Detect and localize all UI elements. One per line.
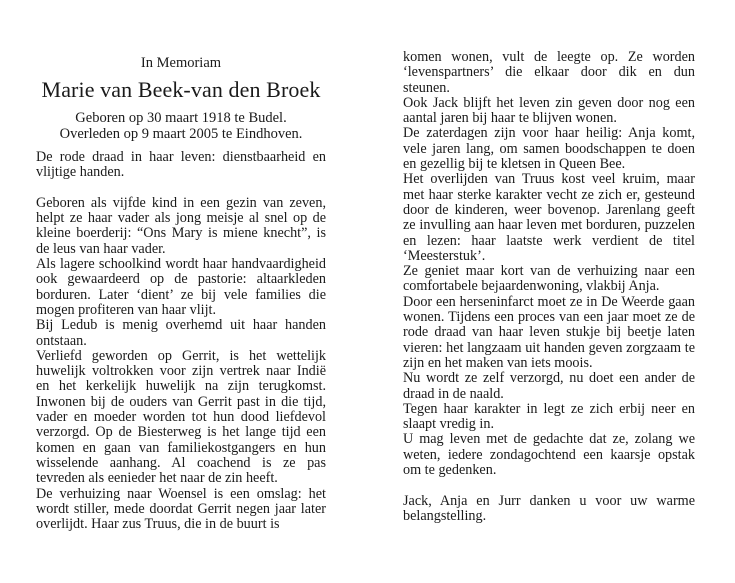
text-paragraph: Tegen haar karakter in legt ze zich erbij neer en slaapt vredig in. xyxy=(403,400,695,433)
intro-paragraph: De rode draad in haar leven: dienstbaarheid en vlijtige handen. xyxy=(36,149,326,181)
text-paragraph: komen wonen, vult de leegte op. Ze worden ‘levenspartners’ die elkaar door dik en dun steunen. xyxy=(403,49,695,96)
text-paragraph: Ook Jack blijft het leven zin geven door nog een aantal jaren bij haar te blijven wonen. xyxy=(403,94,695,127)
card-header xyxy=(36,55,326,142)
text-paragraph: U mag leven met de gedachte dat ze, zolang we weten, iedere zondagochtend een kaarsje opstak om te gedenken. xyxy=(403,431,695,479)
text-paragraph: Ze geniet maar kort van de verhuizing naar een comfortabele bejaardenwoning, vlakbij Anja. xyxy=(403,263,695,295)
text-paragraph: De verhuizing naar Woensel is een omslag: het wordt stiller, mede doordat Gerrit negen jaar later overlijdt. Haar zus Truus, die in de buurt is xyxy=(36,485,326,533)
text-paragraph: Verliefd geworden op Gerrit, is het wettelijk huwelijk voltrokken voor zijn vertrek naar Indië en het kerkelijk huwelijk na zijn terugkomst. Inwonen bij de ouders van Gerrit past in die tijd, vader en moeder worden tot hun dood liefdevol verzorgd. Op de Biesterweg is het lange tijd een komen en gaan van familiekostgangers en hun wisselende aanhang. Al coachend is ze pas tevreden als eenieder het naar de zin heeft. xyxy=(36,347,326,487)
text-paragraph: Het overlijden van Truus kost veel kruim, maar met haar sterke karakter vecht ze zich er, gesteund door de kinderen, weer bovenop. Jarenlang geeft ze invulling aan haar leven met borduren, puzzelen en lezen: haar laatste werk verdient de titel ‘Meesterstuk’. xyxy=(403,171,695,264)
life-dates xyxy=(36,110,326,142)
text-paragraph: Geboren als vijfde kind in een gezin van zeven, helpt ze haar vader als jong meisje al snel op de kleine boerderij: “Ons Mary is miene knecht”, is de leus van haar vader. xyxy=(36,194,326,257)
text-paragraph: Door een herseninfarct moet ze in De Weerde gaan wonen. Tijdens een proces van een jaar moet ze de rode draad van haar leven stukje bij beetje laten vieren: het langzaam uit handen geven zorgzaam te zijn en het maken van iets moois. xyxy=(403,293,695,371)
deceased-name: Marie van Beek-van den Broek xyxy=(41,77,321,102)
text-paragraph: Bij Ledub is menig overhemd uit haar handen ontstaan. xyxy=(36,317,326,349)
right-page xyxy=(403,50,695,524)
spacer xyxy=(36,181,326,196)
spacer xyxy=(403,478,695,493)
in-memoriam-heading: In Memoriam xyxy=(140,55,222,71)
birth-line: Geboren op 30 maart 1918 te Budel. xyxy=(75,110,287,126)
text-paragraph: Nu wordt ze zelf verzorgd, nu doet een ander de draad in de naald. xyxy=(403,370,695,402)
left-page xyxy=(36,0,326,532)
text-paragraph: Als lagere schoolkind wordt haar handvaardigheid ook gewaardeerd op de pastorie: altaarkleden borduren. Later ‘dient’ ze bij vele families die mogen profiteren van haar vlijt. xyxy=(36,256,326,318)
text-paragraph: De zaterdagen zijn voor haar heilig: Anja komt, vele jaren lang, om samen boodschappen te doen en gezellig bij te kletsen in Queen Bee. xyxy=(403,125,695,173)
closing-thanks: Jack, Anja en Jurr danken u voor uw warme belangstelling. xyxy=(403,492,695,524)
death-line: Overleden op 9 maart 2005 te Eindhoven. xyxy=(59,126,303,142)
